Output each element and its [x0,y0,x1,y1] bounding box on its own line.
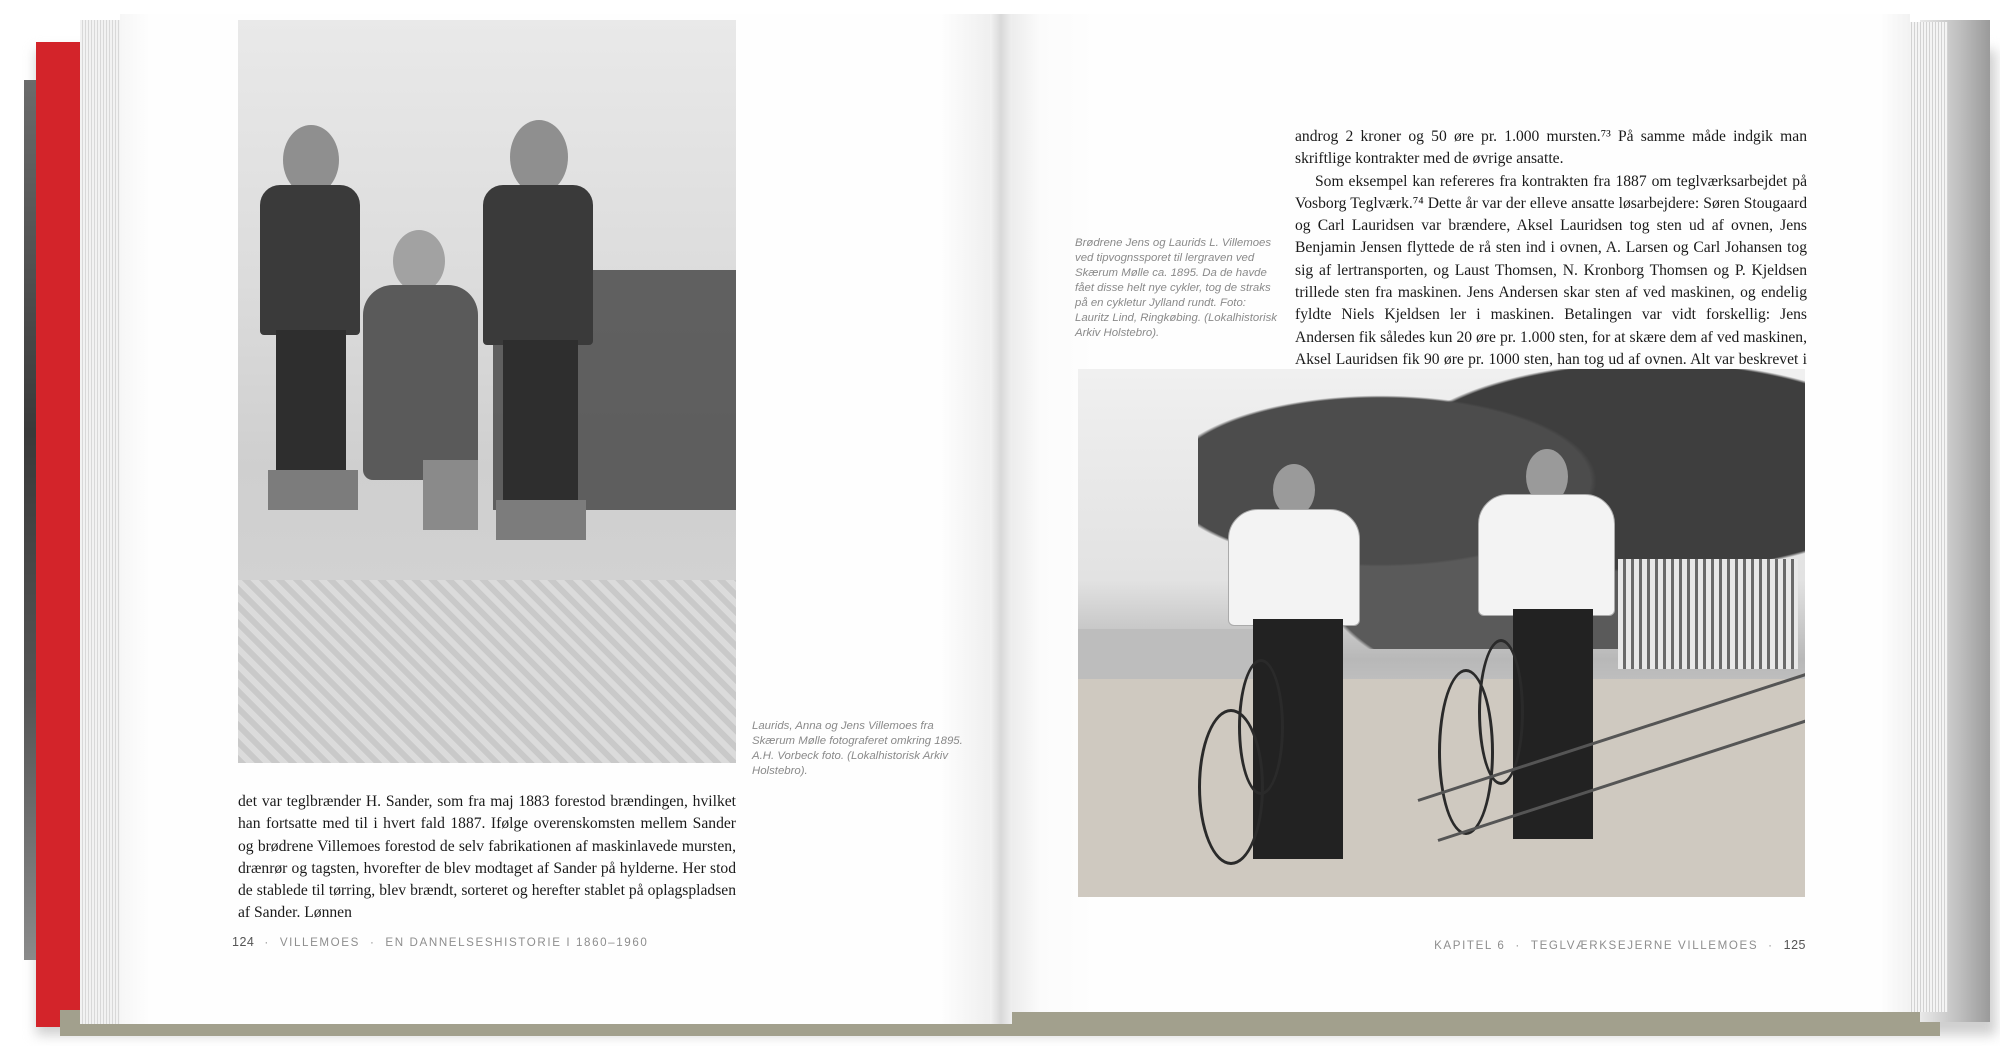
left-page-footer [232,935,648,949]
footer-separator: · [264,936,270,949]
boy-left-body [260,185,360,335]
man-left-shirt [1228,509,1360,626]
right-paragraph-1: androg 2 kroner og 50 øre pr. 1.000 mursten.⁷³ På samme måde indgik man skriftlige kontrakter med de øvrige ansatte. [1295,128,1807,168]
photo-brothers-bicycles [1078,369,1805,897]
girl-dress [363,285,478,480]
left-body-text [238,791,736,925]
footer-separator: · [369,936,376,949]
man-right-shirt [1478,494,1615,616]
boy-right-head [510,120,568,194]
boy-right-shoes [496,500,586,540]
right-page-footer [1434,938,1806,952]
boy-left-shoes [268,470,358,510]
photo-floor [238,580,736,763]
book-gutter [990,14,1012,1024]
boy-right-body [483,185,593,345]
photo-children-portrait [238,20,736,763]
boy-right-legs [503,340,578,500]
girl-head [393,230,445,292]
boy-left-legs [276,330,346,470]
footer-separator: · [1768,939,1774,952]
footer-chapter-title: TEGLVÆRKSEJERNE VILLEMOES [1530,939,1759,952]
footer-book-title: VILLEMOES [279,936,360,949]
right-body-text [1295,126,1807,394]
photo-caption-right: Brødrene Jens og Laurids L. Villemoes ved tipvognssporet til lergraven ved Skærum Mølle ca. 1895. Da de havde fået disse helt nye cykler, tog de straks på en cykletur Jylland rundt. Foto: Lauritz Lind, Ringkøbing. (Lokalhistorisk Arkiv Holstebro). [1075,237,1277,339]
photo-fence [1618,559,1798,669]
bike-left-rear-wheel [1238,659,1284,795]
girl-legs [423,460,478,530]
bike-right-rear-wheel [1478,639,1524,785]
footer-book-subtitle: EN DANNELSESHISTORIE I 1860–1960 [385,936,649,949]
right-page-number: 125 [1783,938,1806,952]
right-paragraph-2: Som eksempel kan refereres fra kontrakten fra 1887 om teglværksarbejdet på Vosborg Teglværk.⁷⁴ Dette år var der elleve ansatte løsarbejdere: Søren Stougaard og Carl Lauridsen var brændere, Aksel Lauridsen tog sten ud af ovnen, Jens Benjamin Jensen flyttede de rå sten ind i ovnen, A. Larsen og Carl Johansen tog sig af lertransporten, og Laust Thomsen, N. Kronborg Thomsen og P. Kjeldsen trillede sten fra maskinen. Jens Andersen skar sten af ved maskinen, og endelig fyldte Niels Kjeldsen ler i maskinen. Betalingen var vidt forskellig: Jens Andersen fik således kun 20 øre pr. 1.000 sten, for at skære dem af ved maskinen, Aksel Lauridsen fik 90 øre pr. 1000 sten, han tog ud af ovnen. Alt var beskrevet i [1295,172,1807,368]
left-page-number: 124 [232,935,255,949]
left-paragraph: det var teglbrænder H. Sander, som fra maj 1883 forestod brændingen, hvilket han fortsatte med til i hvert fald 1887. Ifølge overenskomsten mellem Sander og brødrene Villemoes forestod de selv fabrikationen af maskinlavede mursten, drænrør og tagsten, hvorefter de blev modtaget af Sander på hylderne. Her stod de stablede til tørring, blev brændt, sorteret og herefter stablet på oplagspladsen af Sander. Lønnen [238,793,736,922]
footer-chapter: KAPITEL 6 [1434,939,1506,952]
footer-separator: · [1515,939,1521,952]
photo-caption-left: Laurids, Anna og Jens Villemoes fra Skærum Mølle fotograferet omkring 1895. A.H. Vorbeck foto. (Lokalhistorisk Arkiv Holstebro). [752,720,963,777]
